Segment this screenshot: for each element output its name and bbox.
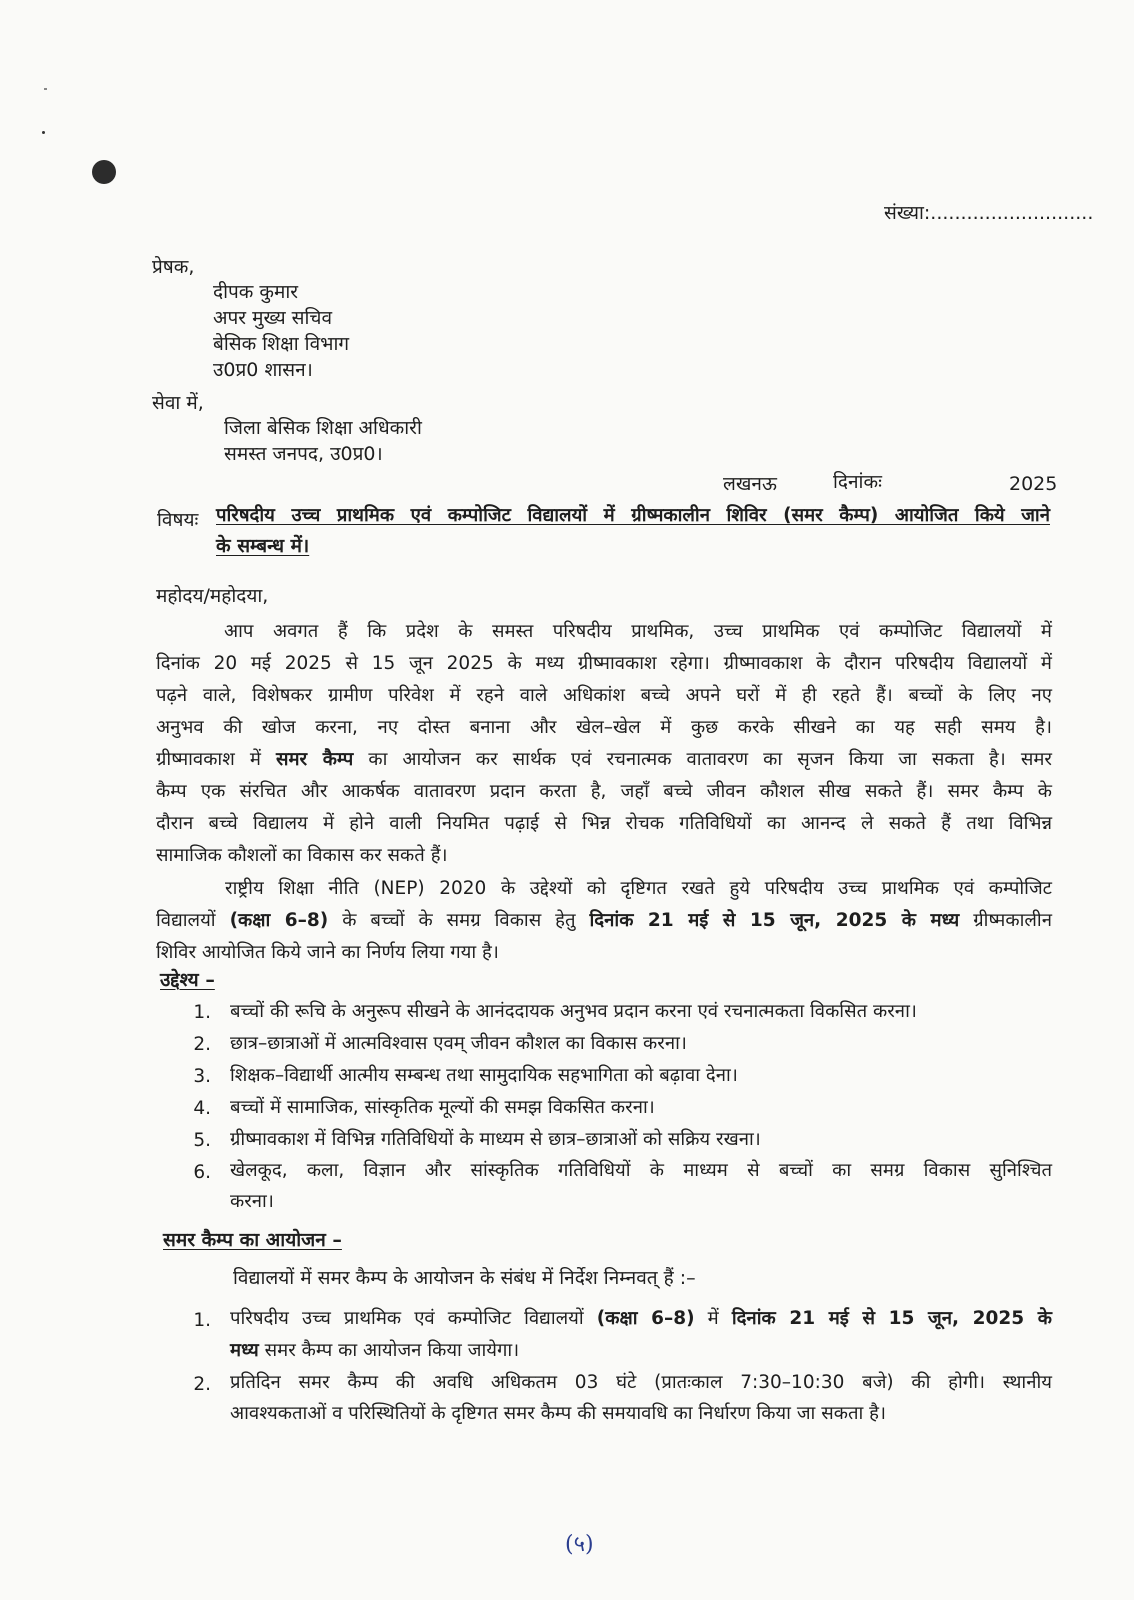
objective-item: शिक्षक–विद्यार्थी आत्मीय सम्बन्ध तथा सामुदायिक सहभागिता को बढ़ावा देना।	[230, 1065, 738, 1086]
scan-speck	[42, 131, 45, 134]
date-label: दिनांकः	[833, 471, 882, 493]
para2-line: शिविर आयोजित किये जाने का निर्णय लिया गया है।	[156, 942, 499, 963]
para1-line: दौरान बच्चे विद्यालय में होने वाली नियमित पढ़ाई से भिन्न रोचक गतिविधियों का आनन्द ले सकते हैं तथा विभिन्न	[156, 813, 1052, 834]
para1-line: अनुभव की खोज करना, नए दोस्त बनाना और खेल–खेल में कुछ करके सीखने का यह सही समय है।	[156, 717, 1052, 738]
subject-label: विषयः	[157, 509, 199, 531]
instruction-number: 1.	[193, 1310, 211, 1331]
instruction-number: 2.	[193, 1374, 211, 1395]
place: लखनऊ	[723, 473, 777, 495]
objective-number: 4.	[193, 1098, 211, 1119]
objective-number: 1.	[193, 1002, 211, 1023]
objective-item: ग्रीष्मावकाश में विभिन्न गतिविधियों के माध्यम से छात्र–छात्राओं को सक्रिय रखना।	[230, 1129, 761, 1150]
objective-number: 3.	[193, 1066, 211, 1087]
organisation-heading: समर कैम्प का आयोजन –	[163, 1229, 342, 1251]
sender-government: उ0प्र0 शासन।	[213, 359, 313, 381]
instruction-item: प्रतिदिन समर कैम्प की अवधि अधिकतम 03 घंटे (प्रातःकाल 7:30–10:30 बजे) की होगी। स्थानीय	[230, 1372, 1052, 1393]
para1-line: सामाजिक कौशलों का विकास कर सकते हैं।	[156, 845, 448, 866]
para1-line: पढ़ने वाले, विशेषकर ग्रामीण परिवेश में रहने वाले अधिकांश बच्चे अपने घरों में ही रहते हैं। बच्चों के लिए नए	[156, 685, 1052, 706]
reference-number: संख्या:...........................	[884, 202, 1094, 224]
instruction-item-continued: मध्य समर कैम्प का आयोजन किया जायेगा।	[230, 1340, 520, 1361]
date-year: 2025	[1009, 473, 1058, 495]
salutation: महोदय/महोदया,	[156, 585, 269, 607]
page-number: (५)	[565, 1532, 594, 1557]
para1-line: दिनांक 20 मई 2025 से 15 जून 2025 के मध्य ग्रीष्मावकाश रहेगा। ग्रीष्मावकाश के दौरान परिषदीय विद्यालयों में	[156, 653, 1052, 674]
para2-line: विद्यालयों (कक्षा 6–8) के बच्चों के समग्र विकास हेतु दिनांक 21 मई से 15 जून, 2025 के मध्य ग्रीष्मकालीन	[156, 910, 1052, 931]
objective-item-continued: करना।	[230, 1191, 274, 1212]
para1-line: ग्रीष्मावकाश में समर कैम्प का आयोजन कर सार्थक एवं रचनात्मक वातावरण का सृजन किया जा सकता है। समर	[156, 749, 1052, 770]
objective-number: 6.	[193, 1162, 211, 1183]
para2-line: राष्ट्रीय शिक्षा नीति (NEP) 2020 के उद्देश्यों को दृष्टिगत रखते हुये परिषदीय उच्च प्राथमिक एवं कम्पोजिट	[225, 878, 1052, 899]
objective-item: खेलकूद, कला, विज्ञान और सांस्कृतिक गतिविधियों के माध्यम से बच्चों का समग्र विकास सुनिश्चित	[230, 1160, 1052, 1181]
subject-line-2: के सम्बन्ध में।	[216, 535, 310, 557]
objective-item: छात्र–छात्राओं में आत्मविश्वास एवम् जीवन कौशल का विकास करना।	[230, 1033, 687, 1054]
recipient-designation: जिला बेसिक शिक्षा अधिकारी	[224, 417, 422, 439]
organisation-intro: विद्यालयों में समर कैम्प के आयोजन के संबंध में निर्देश निम्नवत् हैं :–	[233, 1267, 696, 1289]
objective-number: 5.	[193, 1130, 211, 1151]
para1-line: आप अवगत हैं कि प्रदेश के समस्त परिषदीय प्राथमिक, उच्च प्राथमिक एवं कम्पोजिट विद्यालयों में	[224, 621, 1052, 642]
objectives-heading: उद्देश्य –	[160, 969, 215, 991]
sender-designation: अपर मुख्य सचिव	[213, 307, 333, 329]
subject-line-1: परिषदीय उच्च प्राथमिक एवं कम्पोजिट विद्यालयों में ग्रीष्मकालीन शिविर (समर कैम्प) आयोजित किये जाने	[216, 505, 1050, 526]
objective-item: बच्चों की रूचि के अनुरूप सीखने के आनंददायक अनुभव प्रदान करना एवं रचनात्मकता विकसित करना।	[230, 1001, 917, 1022]
objective-number: 2.	[193, 1034, 211, 1055]
recipient-area: समस्त जनपद, उ0प्र0।	[224, 443, 383, 465]
scan-speck	[44, 88, 47, 90]
instruction-item-continued: आवश्यकताओं व परिस्थितियों के दृष्टिगत समर कैम्प की समयावधि का निर्धारण किया जा सकता है।	[230, 1403, 886, 1424]
recipient-label: सेवा में,	[152, 392, 204, 414]
sender-department: बेसिक शिक्षा विभाग	[213, 333, 350, 355]
objective-item: बच्चों में सामाजिक, सांस्कृतिक मूल्यों की समझ विकसित करना।	[230, 1097, 655, 1118]
sender-name: दीपक कुमार	[213, 281, 299, 303]
punch-hole	[92, 160, 116, 184]
instruction-item: परिषदीय उच्च प्राथमिक एवं कम्पोजिट विद्यालयों (कक्षा 6–8) में दिनांक 21 मई से 15 जून, 2025 के	[230, 1308, 1052, 1329]
sender-label: प्रेषक,	[152, 256, 195, 278]
para1-line: कैम्प एक संरचित और आकर्षक वातावरण प्रदान करता है, जहाँ बच्चे जीवन कौशल सीख सकते हैं। समर कैम्प के	[156, 781, 1052, 802]
